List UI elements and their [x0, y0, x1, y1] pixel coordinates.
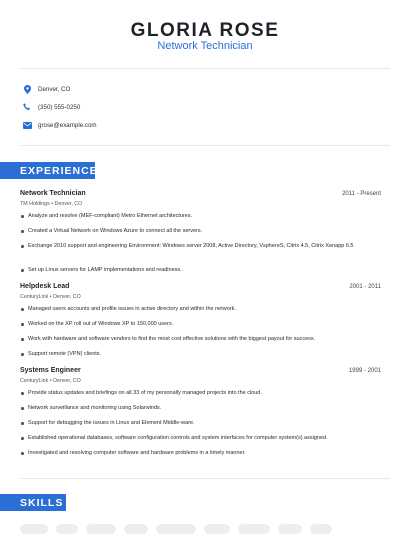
- job-bullet: Set up Linux servers for LAMP implementations and readiness.: [28, 266, 370, 275]
- email-text: grose@example.com: [38, 121, 97, 129]
- job-bullet: Support for debugging the issues in Linux and Element Middle-ware.: [28, 419, 370, 428]
- skill-chip: [278, 524, 302, 534]
- job-dates: 2011 - Present: [342, 191, 381, 197]
- location-text: Denver, CO: [38, 85, 71, 93]
- job-bullet: Managed users accounts and profile issues in active directory and within the network.: [28, 305, 370, 314]
- phone-text: (350) 555-0250: [38, 103, 81, 111]
- job-dates: 2001 - 2011: [349, 284, 381, 290]
- contact-email: [22, 118, 97, 132]
- job-dates: 1999 - 2001: [348, 368, 381, 374]
- skills-heading: SKILLS: [0, 494, 66, 511]
- skill-chip: [56, 524, 78, 534]
- experience-heading: EXPERIENCE: [0, 162, 95, 179]
- skill-chip: [124, 524, 148, 534]
- skill-chip: [204, 524, 230, 534]
- candidate-name: GLORIA ROSE: [130, 20, 280, 41]
- job-title: Network Technician: [20, 190, 86, 197]
- job-bullet: Support remote (VPN) clients.: [28, 350, 370, 359]
- skill-chip: [310, 524, 332, 534]
- job-bullet: Work with hardware and software vendors to find the most cost effective solutions with the biggest payout for success.: [28, 335, 370, 344]
- location-pin-icon: [22, 84, 32, 94]
- candidate-title: Network Technician: [157, 40, 253, 52]
- skill-chip: [156, 524, 196, 534]
- job-company: CenturyLink • Denver, CO: [20, 294, 81, 300]
- skills-chip-row: [20, 524, 332, 534]
- job-title: Helpdesk Lead: [20, 283, 70, 290]
- job-bullet: Established operational databases, software configuration controls and system interfaces for computer system(s) assigned.: [28, 434, 370, 443]
- job-bullet: Created a Virtual Network on Windows Azure to connect all the servers.: [28, 227, 370, 236]
- divider: [20, 478, 390, 479]
- contact-phone: [22, 100, 80, 114]
- job-bullet: Analyze and resolve (MEF-compliant) Metro Ethernet architectures.: [28, 212, 370, 221]
- job-bullet: Network surveillance and monitoring using Solarwinds.: [28, 404, 370, 413]
- job-company: TM Holdings • Denver, CO: [20, 201, 83, 207]
- skill-chip: [20, 524, 48, 534]
- job-title: Systems Engineer: [20, 367, 81, 374]
- job-bullet: Provide status updates and briefings on all 33 of my personally managed projects into the cloud.: [28, 389, 370, 398]
- divider: [20, 68, 390, 69]
- skill-chip: [86, 524, 116, 534]
- divider: [20, 145, 390, 146]
- job-bullet: Worked on the XP roll out of Windows XP to 150,000 users.: [28, 320, 370, 329]
- job-bullet: Exchange 2010 support and engineering Environment: Windows server 2008, Active Directory, VsphereS, Citrix 4.5, Citrix Xenapp 6.5: [28, 242, 370, 251]
- email-icon: [22, 120, 32, 130]
- skill-chip: [238, 524, 270, 534]
- job-bullet: Investigated and resolving computer software and hardware problems in a timely manner.: [28, 449, 370, 458]
- job-company: CenturyLink • Denver, CO: [20, 378, 81, 384]
- contact-location: [22, 82, 70, 96]
- phone-icon: [22, 102, 32, 112]
